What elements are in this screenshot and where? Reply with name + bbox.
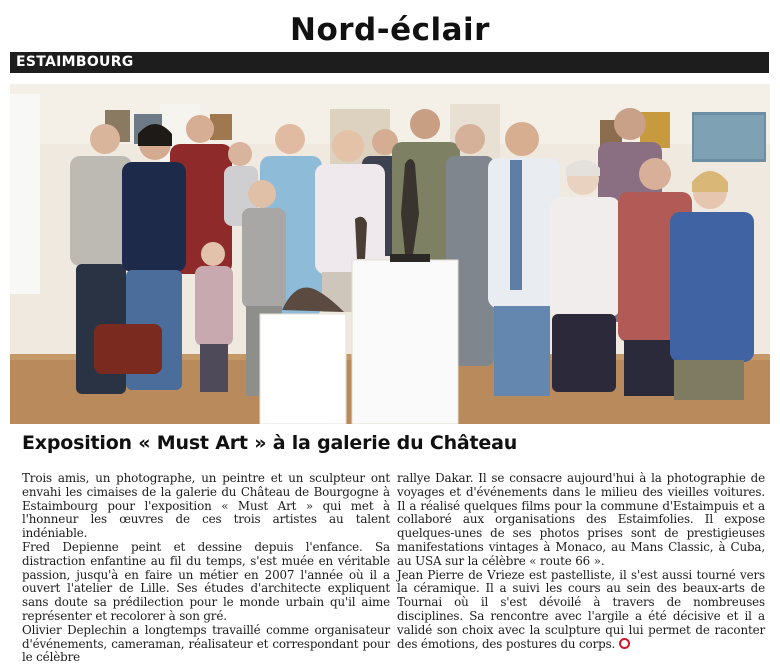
end-of-article-icon [619, 638, 630, 649]
paragraph-text: Jean Pierre de Vrieze est pastelliste, il s'est aussi tourné vers la céramique. Il a suivi les cours au sein des beaux-arts de Tournai où il s'est dévoilé à travers de nombreuses disciplines. Sa rencontre avec l'argile a été décisive et il a validé son choix avec la sculpture qui lui permet de raconter des émotions, des postures du corps. [397, 567, 765, 651]
paragraph: rallye Dakar. Il se consacre aujourd'hui à la photographie de voyages et d'événements dans le milieu des vieilles voitures. Il a réalisé quelques films pour la commune d'Estaimpuis et a collaboré aux organisations des Estaimfolies. Il expose quelques-unes de ses photos prises sont de prestigieuses manifestations vintages à Monaco, au Mans Classic, à Cuba, au USA sur la célèbre « route 66 ». [397, 471, 765, 568]
newspaper-masthead: Nord-éclair [290, 12, 490, 48]
article-column-right [397, 472, 765, 651]
section-label: ESTAIMBOURG [16, 54, 134, 70]
paragraph: Trois amis, un photographe, un peintre et un sculpteur ont envahi les cimaises de la galerie du Château de Bourgogne à Estaimbourg pour l'exposition « Must Art » qui met à l'honneur les œuvres de ces trois artistes au talent indéniable. [22, 471, 390, 541]
paragraph: Olivier Deplechin a longtemps travaillé comme organisateur d'événements, cameraman, réalisateur et correspondant pour le célèbre [22, 622, 390, 665]
article-photo [10, 84, 770, 424]
article-headline: Exposition « Must Art » à la galerie du Château [22, 432, 518, 454]
paragraph: Fred Depienne peint et dessine depuis l'enfance. Sa distraction enfantine au fil du temps, s'est muée en véritable passion, jusqu'à en faire un métier en 2007 l'année où il a ouvert l'atelier de Lille. Ses études d'architecte expliquent sans doute sa prédilection pour le monde urbain qu'il aime représenter et recolorer à son gré. [22, 539, 390, 623]
paragraph [397, 569, 765, 652]
article-column-left [22, 472, 390, 665]
section-bar [10, 52, 769, 73]
